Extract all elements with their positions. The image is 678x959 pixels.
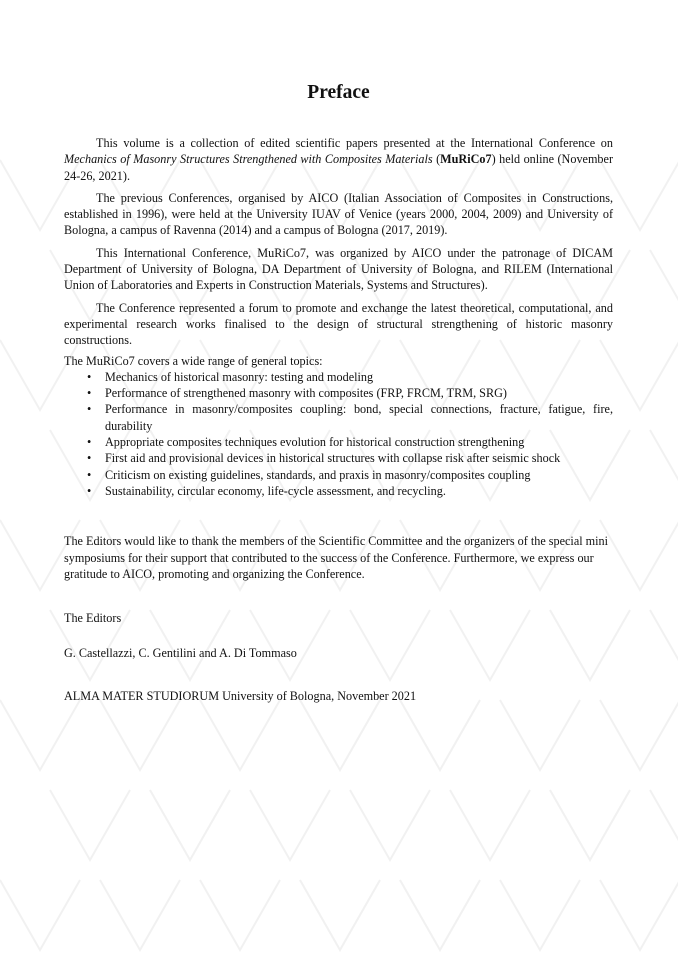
bullet-icon: • — [87, 467, 92, 482]
watermark-chevron — [600, 700, 678, 770]
list-item — [87, 385, 613, 401]
watermark-chevron — [300, 700, 380, 770]
watermark-chevron — [50, 790, 130, 860]
intro-text-b: ( — [432, 152, 441, 167]
topic-text: Criticism on existing guidelines, standards, and praxis in masonry/composites coupling — [105, 467, 531, 482]
bullet-icon: • — [87, 402, 92, 417]
watermark-chevron — [150, 790, 230, 860]
page-title: Preface — [307, 82, 370, 103]
list-item — [87, 483, 613, 499]
watermark-chevron — [650, 610, 678, 680]
editors-label: The Editors — [64, 611, 122, 626]
affiliation: ALMA MATER STUDIORUM University of Bologna, November 2021 — [64, 688, 417, 703]
bullet-icon: • — [87, 483, 92, 498]
list-item — [87, 467, 613, 483]
watermark-chevron — [0, 880, 80, 950]
editors-names: G. Castellazzi, C. Gentilini and A. Di Tommaso — [64, 646, 297, 661]
watermark-chevron — [0, 700, 80, 770]
bullet-icon: • — [87, 369, 92, 384]
watermark-chevron — [400, 700, 480, 770]
watermark-chevron — [350, 790, 430, 860]
intro-text-c: ) held online (November 24-26, 2021). — [64, 152, 613, 183]
watermark-chevron — [450, 790, 530, 860]
watermark-chevron — [500, 700, 580, 770]
watermark-chevron — [500, 880, 580, 950]
watermark-chevron — [650, 790, 678, 860]
preface-content — [64, 81, 613, 710]
topic-text: Mechanics of historical masonry: testing and modeling — [105, 369, 374, 384]
paragraph-intro — [64, 135, 613, 184]
watermark-chevron — [250, 790, 330, 860]
intro-text-a: This volume is a collection of edited scientific papers presented at the International Conference on — [96, 136, 613, 150]
list-item — [87, 369, 613, 385]
watermark-chevron — [200, 880, 280, 950]
watermark-chevron — [300, 880, 380, 950]
paragraph-organization: This International Conference, MuRiCo7, was organized by AICO under the patronage of DICAM Department of University of Bologna, DA Department of University of Bologna, and RILEM (International Union of Laboratories and Experts in Construction Materials, Systems and Structures). — [64, 245, 613, 293]
topic-text: Performance of strengthened masonry with composites (FRP, FRCM, TRM, SRG) — [105, 386, 507, 401]
paragraph-thanks: The Editors would like to thank the members of the Scientific Committee and the organizers of the special mini symposiums for their support that contributed to the success of the Conference. Furthermore, we express our gratitude to AICO, promoting and organizing the Conference. — [64, 534, 609, 581]
paragraph-previous-conferences: The previous Conferences, organised by AICO (Italian Association of Composites in Constructions, established in 1996), were held at the University IUAV of Venice (years 2000, 2004, 2009) and University of Bologna, a campus of Ravenna (2014) and a campus of Bologna (2017, 2019). — [64, 190, 613, 238]
watermark-chevron — [100, 880, 180, 950]
watermark-chevron — [600, 880, 678, 950]
list-item — [87, 434, 613, 450]
watermark-chevron — [200, 700, 280, 770]
topics-list — [64, 369, 613, 499]
conference-acronym: MuRiCo7 — [440, 152, 492, 167]
watermark-chevron — [650, 250, 678, 320]
bullet-icon: • — [87, 435, 92, 450]
bullet-icon: • — [87, 451, 92, 466]
conference-name: Mechanics of Masonry Structures Strengthened with Composites Materials — [64, 152, 433, 167]
paragraph-forum: The Conference represented a forum to promote and exchange the latest theoretical, computational, and experimental research works finalised to the design of structural strengthening of historic masonry constructions. — [64, 300, 613, 348]
watermark-chevron — [400, 880, 480, 950]
topics-intro: The MuRiCo7 covers a wide range of general topics: — [64, 353, 323, 368]
topic-text: Performance in masonry/composites coupling: bond, special connections, fracture, fatigue, fire, durability — [105, 402, 613, 433]
watermark-chevron — [100, 700, 180, 770]
topic-text: Sustainability, circular economy, life-cycle assessment, and recycling. — [105, 483, 446, 498]
topic-text: First aid and provisional devices in historical structures with collapse risk after seismic shock — [105, 451, 561, 466]
bullet-icon: • — [87, 386, 92, 401]
watermark-chevron — [650, 430, 678, 500]
list-item — [87, 450, 613, 466]
list-item — [87, 401, 613, 434]
watermark-chevron — [550, 790, 630, 860]
topic-text: Appropriate composites techniques evolution for historical construction strengthening — [105, 435, 525, 450]
